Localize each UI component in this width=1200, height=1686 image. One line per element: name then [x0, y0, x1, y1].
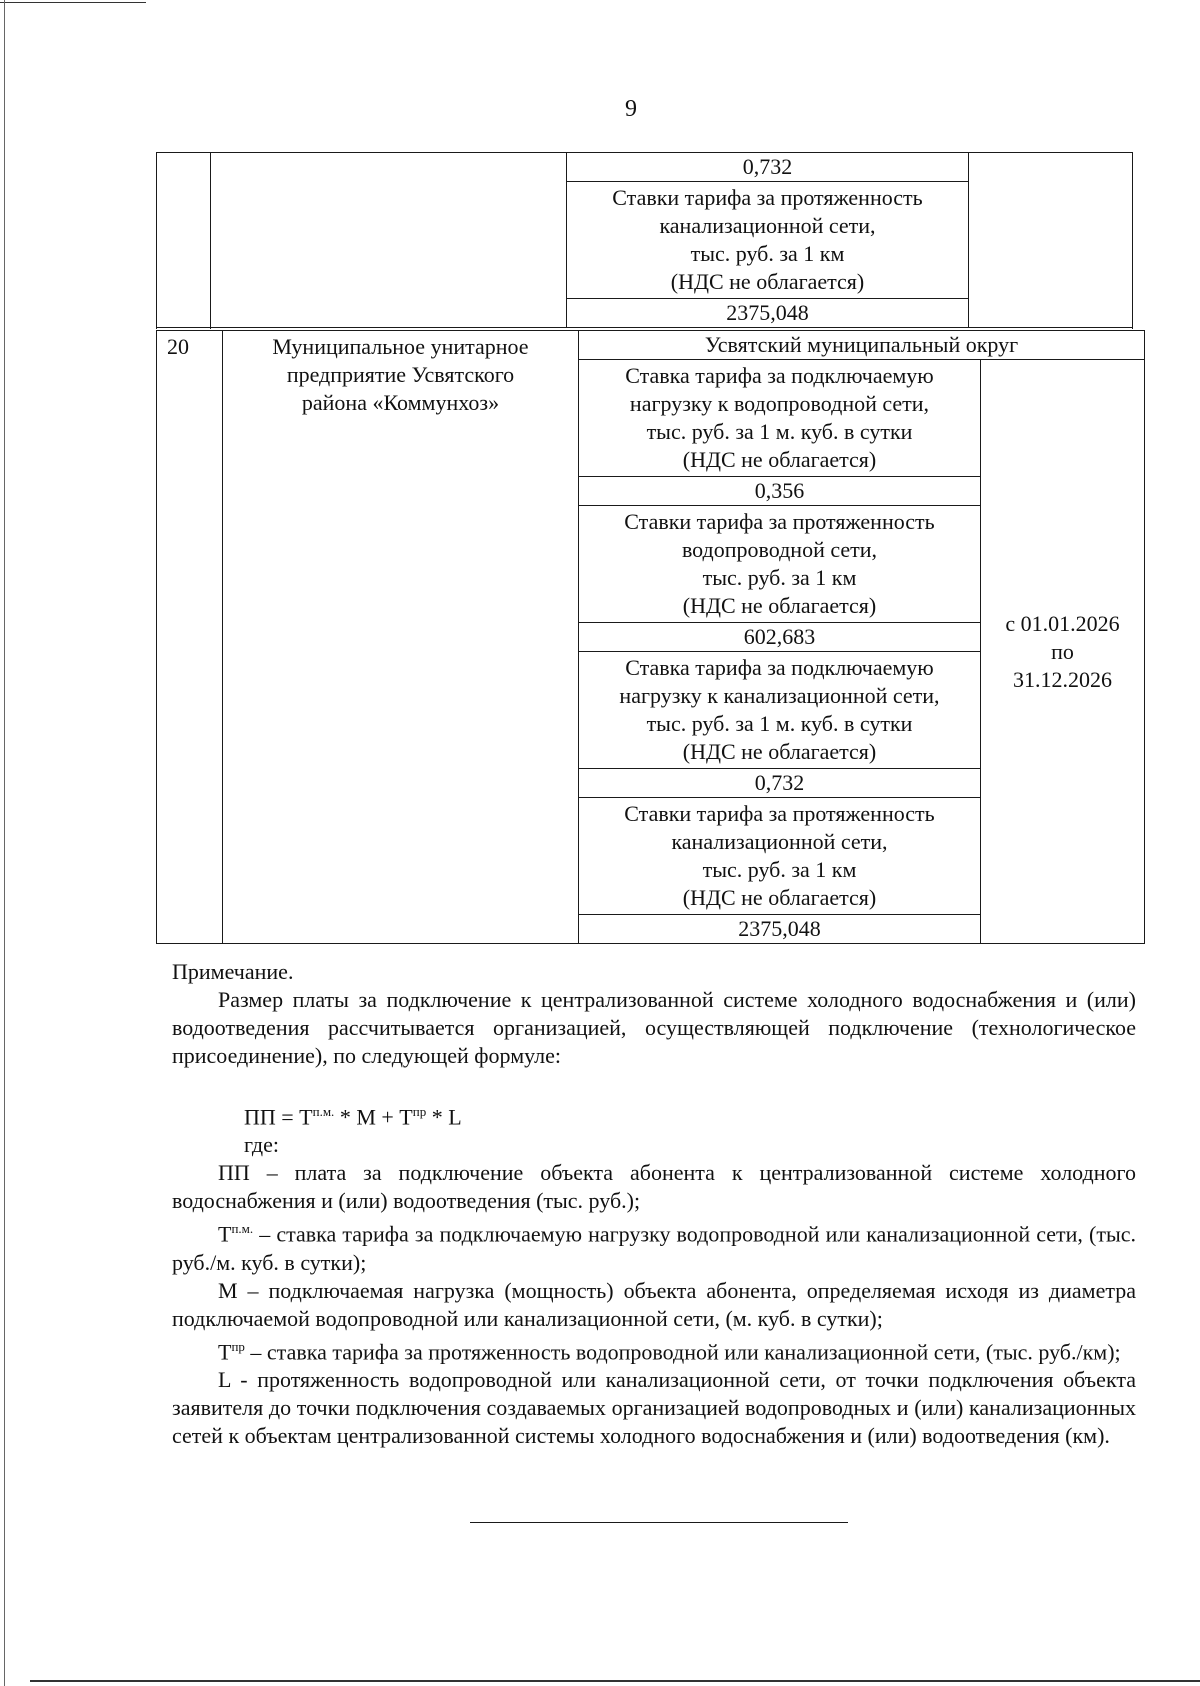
scan-edge-bottom	[30, 1680, 1200, 1682]
rate-value-sewer-length: 2375,048	[567, 299, 969, 328]
rate-value-water-length: 602,683	[579, 623, 981, 652]
organization-name: Муниципальное унитарное предприятие Усвятского района «Коммунхоз»	[223, 331, 579, 944]
cell-empty-period	[969, 153, 1133, 328]
scan-edge-left	[4, 0, 5, 1686]
notes-intro: Размер платы за подключение к централизованной системе холодного водоснабжения и (или) водоотведения рассчитывается организацией, осуществляющей подключение (технологическое присоединение), по следующей формуле:	[172, 987, 1136, 1068]
district-name: Усвятский муниципальный округ	[579, 331, 1145, 360]
fee-formula: ПП = $Т^{п.м.} * М + Т^{пр} * L$	[244, 1104, 462, 1130]
tariff-table-continuation	[156, 152, 1133, 328]
tariff-table-row-20	[156, 330, 1145, 944]
validity-period: с 01.01.2026 по 31.12.2026	[981, 360, 1145, 944]
rate-description-water-load: Ставка тарифа за подключаемую нагрузку к водопроводной сети, тыс. руб. за 1 м. куб. в сутки (НДС не облагается)	[579, 360, 981, 477]
cell-empty-organization	[211, 153, 567, 328]
definition-t-pr: $Т^{пр}$ – ставка тарифа за протяженность водопроводной или канализационной сети, (тыс. руб./км);	[218, 1338, 1121, 1364]
scan-edge-top	[0, 2, 146, 3]
definition-t-pm: $Т^{п.м.}$ – ставка тарифа за подключаемую нагрузку водопроводной или канализационной сети, (тыс. руб./м. куб. в сутки);	[172, 1221, 1136, 1275]
notes-section	[172, 958, 1136, 1450]
end-rule	[470, 1522, 848, 1523]
rate-value-sewer-load: 0,732	[579, 769, 981, 798]
row-number: 20	[157, 331, 223, 944]
formula-where: где:	[244, 1132, 279, 1158]
definition-pp: ПП – плата за подключение объекта абонента к централизованной системе холодного водоснабжения и (или) водоотведения (тыс. руб.);	[172, 1160, 1136, 1214]
page-number: 9	[625, 96, 637, 122]
rate-description-sewer-length: Ставки тарифа за протяженность канализационной сети, тыс. руб. за 1 км (НДС не облагается)	[579, 798, 981, 915]
definition-m: М – подключаемая нагрузка (мощность) объекта абонента, определяемая исходя из диаметра подключаемой водопроводной или канализационной сети, (м. куб. в сутки);	[172, 1277, 1136, 1331]
rate-description-sewer-length: Ставки тарифа за протяженность канализационной сети, тыс. руб. за 1 км (НДС не облагается)	[567, 182, 969, 299]
rate-description-water-length: Ставки тарифа за протяженность водопроводной сети, тыс. руб. за 1 км (НДС не облагается)	[579, 506, 981, 623]
rate-value-water-load: 0,356	[579, 477, 981, 506]
rate-value-sewer-length: 2375,048	[579, 915, 981, 944]
definition-l: L - протяженность водопроводной или канализационной сети, от точки подключения объекта заявителя до точки подключения создаваемых организацией водопроводных и (или) канализационных сетей к объектам централизованной системы холодного водоснабжения и (или) водоотведения (км).	[172, 1366, 1136, 1448]
notes-heading: Примечание.	[172, 959, 294, 984]
cell-empty-number	[157, 153, 211, 328]
rate-description-sewer-load: Ставка тарифа за подключаемую нагрузку к канализационной сети, тыс. руб. за 1 м. куб. в сутки (НДС не облагается)	[579, 652, 981, 769]
rate-value-sewer-load: 0,732	[567, 153, 969, 182]
